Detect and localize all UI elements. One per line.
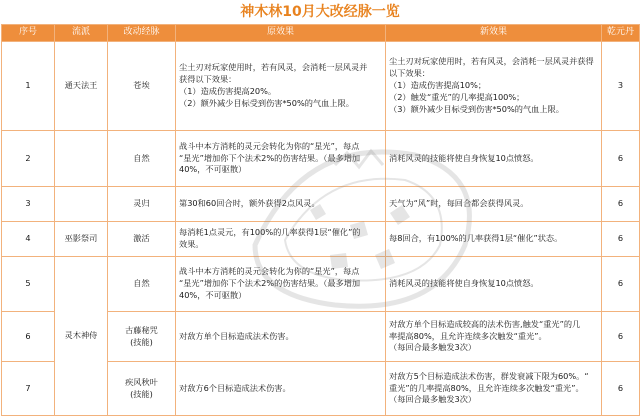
cell-no: 2 [2,131,55,187]
new-effect-line: 对敌方单个目标造成较高的法术伤害,触发“重光”的几 [389,318,581,329]
meridian-line: 古藤秘咒 [125,324,158,335]
header-new-effect: 新效果 [386,25,602,42]
cell-no: 6 [2,312,55,362]
old-effect-line: “星光”增加你下个法术2%的伤害结果。（最多增加 [179,278,361,289]
cell-old-effect [176,42,386,131]
cell-school [55,131,108,187]
old-effect-line: 尘土刃对玩家使用时，若有风灵，会消耗一层风灵并 [179,62,368,73]
new-effect-line: （3）额外减少目标受到伤害*50%的气血上限。 [389,103,564,114]
cell-school: 通天法王 [55,42,108,131]
cell-old-effect [176,312,386,362]
cell-cost: 6 [602,362,640,416]
old-effect-line: 对敌方单个目标造成法术伤害。 [179,330,294,341]
meridian-line: 疾风秋叶 [125,376,158,387]
old-effect-line: 40%，不可驱散） [179,289,247,300]
cell-school: 巫影祭司 [55,222,108,257]
cell-no: 1 [2,42,55,131]
new-effect-line: （每回合最多触发3次） [389,342,477,353]
table-row [2,42,640,131]
new-effect-line: 消耗风灵的技能将使自身恢复10点愤怒。 [389,152,539,163]
cell-new-effect [386,187,602,222]
table-row [2,222,640,257]
new-effect-line: （1）造成伤害提高10%； [389,80,487,91]
cell-new-effect [386,257,602,312]
table-row [2,257,640,312]
header-school: 流派 [55,25,108,42]
cell-new-effect [386,42,602,131]
cell-meridian [108,312,176,362]
old-effect-line: 第30和60回合时，额外获得2点风灵。 [179,198,320,209]
header-meridian: 改动经脉 [108,25,176,42]
new-effect-line: 对敌方5个目标造成法术伤害，群发衰减下限为60%。“ [389,370,589,381]
cell-school: 灵木神侍 [55,257,108,416]
new-effect-line: 以下效果： [389,68,430,79]
cell-school [55,187,108,222]
new-effect-line: 消耗风灵的技能将使自身恢复10点愤怒。 [389,278,539,289]
old-effect-line: （1）造成伤害提高20%。 [179,86,277,96]
table-row [2,187,640,222]
new-effect-line: （2）触发“重光”的几率提高100%； [389,91,525,102]
cell-cost: 6 [602,222,640,257]
cell-old-effect [176,131,386,187]
old-effect-line: 效果。 [179,239,204,249]
cell-no: 4 [2,222,55,257]
cell-cost: 6 [602,131,640,187]
new-effect-line: 率提高80%，且允许连续多次触发“重光”。 [389,330,547,341]
cell-cost: 6 [602,257,640,312]
new-effect-line: 重光”的几率提高80%，且允许连续多次触发“重光”。 [389,382,584,393]
cell-meridian: 灵归 [108,187,176,222]
header-old-effect: 原效果 [176,25,386,42]
cell-new-effect [386,362,602,416]
cell-old-effect [176,257,386,312]
header-cost: 乾元丹 [602,25,640,42]
old-effect-line: （2）额外减少目标受到伤害*50%的气血上限。 [179,97,354,108]
table-row [2,131,640,187]
cell-old-effect [176,187,386,222]
cell-meridian: 自然 [108,131,176,187]
new-effect-line: 每8回合，有100%的几率获得1层“催化”状态。 [389,233,563,244]
cell-new-effect [386,131,602,187]
old-effect-line: 战斗中本方消耗的灵元会转化为你的“星光”，每点 [179,140,360,151]
cell-meridian: 激活 [108,222,176,257]
cell-meridian: 自然 [108,257,176,312]
cell-no: 7 [2,362,55,416]
cell-cost: 3 [602,42,640,131]
cell-no: 5 [2,257,55,312]
old-effect-line: 每消耗1点灵元，有100%的几率获得1层“催化”的 [179,227,361,238]
cell-old-effect [176,362,386,416]
meridian-table [1,24,640,416]
old-effect-line: 获得以下效果： [179,74,237,85]
cell-meridian: 苍埃 [108,42,176,131]
cell-new-effect [386,222,602,257]
cell-old-effect [176,222,386,257]
cell-cost: 6 [602,312,640,362]
page-title: 神木林10月大改经脉一览 [240,4,400,20]
cell-meridian [108,362,176,416]
old-effect-line: “星光”增加你下个法术2%的伤害结果。（最多增加 [179,152,361,163]
meridian-line: (技能) [130,336,153,347]
new-effect-line: （每回合最多触发3次） [389,394,477,405]
old-effect-line: 战斗中本方消耗的灵元会转化为你的“星光”，每点 [179,266,360,277]
old-effect-line: 40%，不可驱散） [179,164,247,175]
cell-cost: 6 [602,187,640,222]
cell-no: 3 [2,187,55,222]
header-no: 序号 [2,25,55,42]
cell-new-effect [386,312,602,362]
new-effect-line: 天气为“风”时，每回合都会获得风灵。 [389,198,529,209]
old-effect-line: 对敌方6个目标造成法术伤害。 [179,382,291,393]
new-effect-line: 尘土刃对玩家使用时，若有风灵，会消耗一层风灵并获得 [389,56,594,67]
table-header-row [2,25,640,42]
meridian-line: (技能) [130,388,153,399]
